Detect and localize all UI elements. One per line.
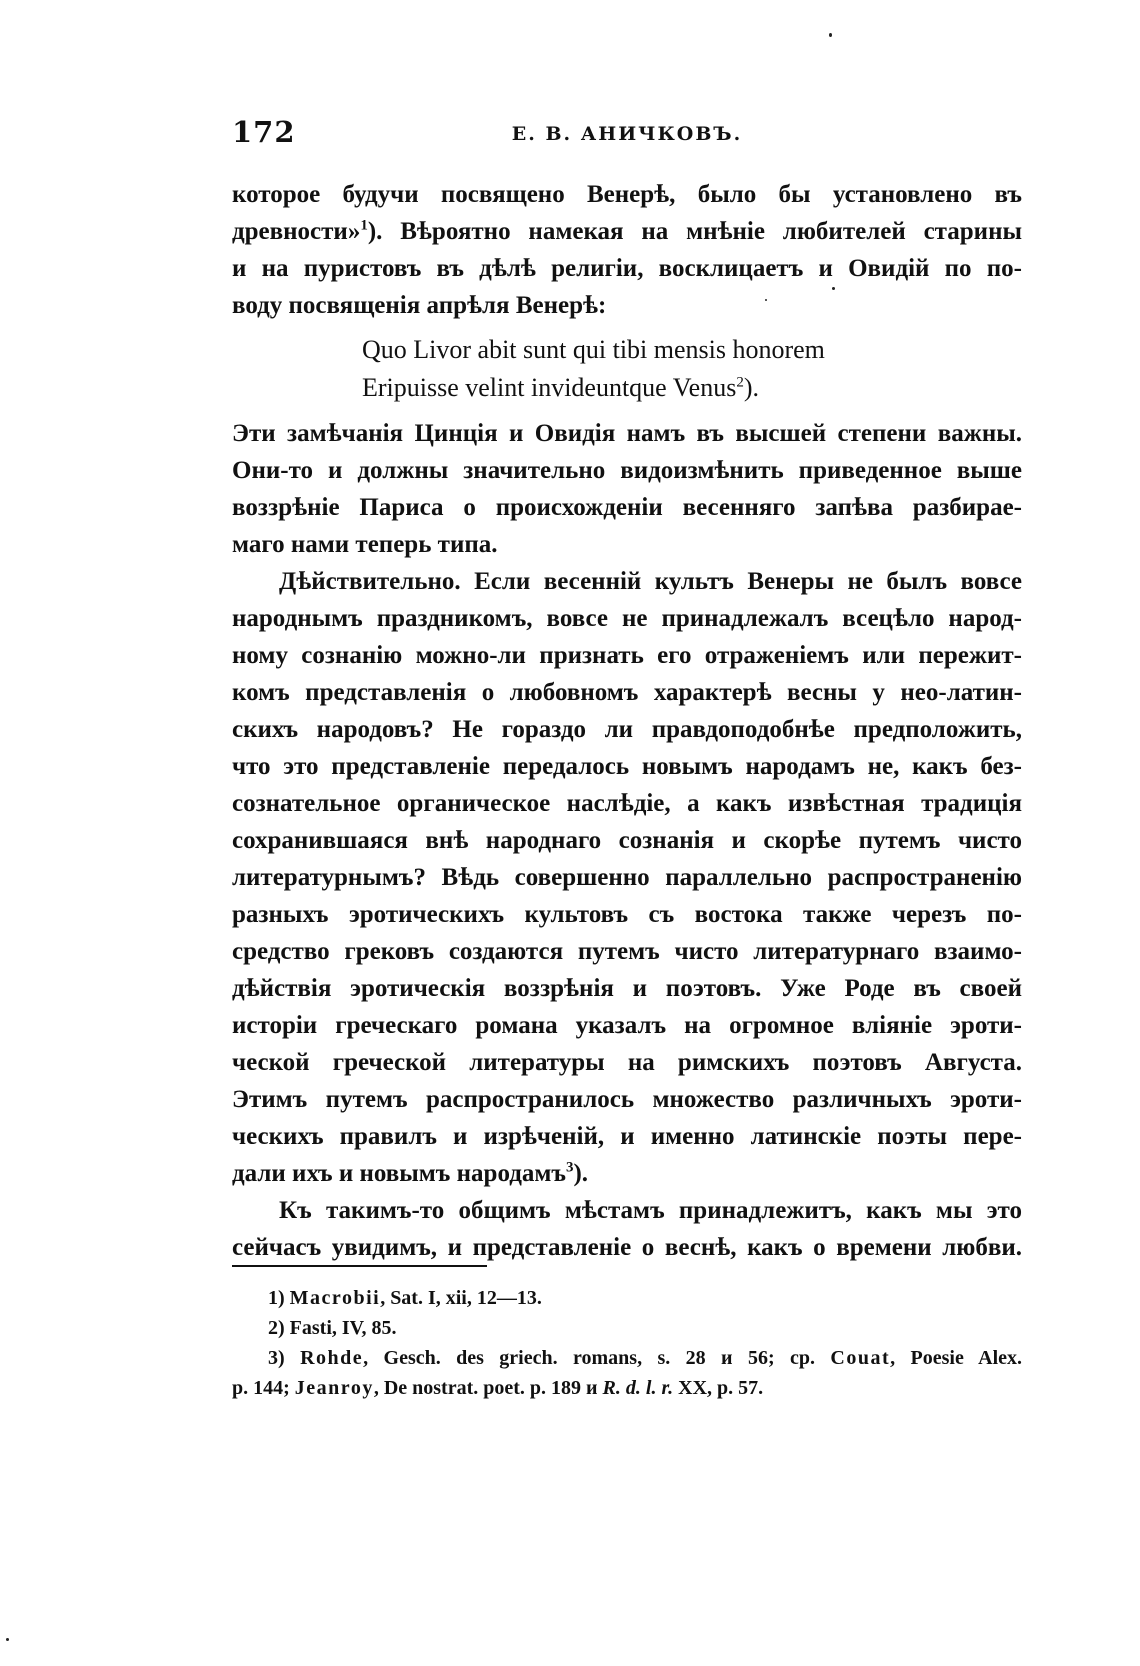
text-segment: дали ихъ и новымъ народамъ: [232, 1160, 566, 1187]
text-line: народнымъ праздникомъ, вовсе не принадлежалъ всецѣло народ-: [232, 605, 1022, 632]
text-line: что это представленіе передалось новымъ народамъ не, какъ без-: [232, 753, 1022, 780]
text-line: Эти замѣчанія Цинція и Овидія намъ въ высшей степени важны.: [232, 420, 1022, 447]
page-header: [232, 115, 1022, 151]
footnote-1: [232, 1283, 1022, 1313]
footnote-ref: 3: [565, 1159, 574, 1176]
footnote-marker: 1): [268, 1287, 285, 1309]
footnote-text: , Gesch. des griech. romans, s. 28 и 56; cp.: [363, 1347, 831, 1369]
footnote-author: Macrobii: [289, 1287, 381, 1309]
scan-speck: [829, 33, 832, 37]
footnote-text: Fasti, IV, 85.: [289, 1317, 397, 1339]
text-line: [232, 1155, 1022, 1192]
text-line: ческой греческой литературы на римскихъ поэтовъ Августа.: [232, 1049, 1022, 1076]
text-segment: ).: [743, 373, 759, 402]
text-line: воззрѣніе Париса о происхожденіи весенняго запѣва разбирае-: [232, 494, 1022, 521]
paragraph-3: [232, 563, 1022, 1192]
paragraph-4: [232, 1192, 1022, 1266]
text-segment: ).: [573, 1160, 589, 1187]
text-line: маго нами теперь типа.: [232, 531, 498, 558]
text-line: сохранившаяся внѣ народнаго сознанія и скорѣе путемъ чисто: [232, 827, 1022, 854]
footnotes: [232, 1283, 1022, 1403]
text-line: ному сознанію можно-ли признать его отраженіемъ или пережит-: [232, 642, 1022, 669]
footnote-text: XX, p. 57.: [673, 1377, 764, 1399]
footnote-2: [232, 1313, 1022, 1343]
text-line: сознательное органическое наслѣдіе, а какъ извѣстная традиція: [232, 790, 1022, 817]
verse-line: Quo Livor abit sunt qui tibi mensis honorem: [362, 335, 825, 364]
text-line: Этимъ путемъ распространилось множество различныхъ эроти-: [232, 1086, 1022, 1113]
footnote-separator: [232, 1265, 487, 1267]
footnote-ref: 1: [360, 217, 368, 234]
text-line: Они-то и должны значительно видоизмѣнить приведенное выше: [232, 457, 1022, 484]
text-segment: ). Вѣроятно намекая на мнѣніе любителей старины: [367, 218, 1022, 245]
text-line: исторіи греческаго романа указалъ на огромное вліяніе эроти-: [232, 1012, 1022, 1039]
text-line: воду посвященія апрѣля Венерѣ:: [232, 292, 607, 319]
scan-speck: [832, 287, 835, 290]
running-head: Е. В. АНИЧКОВЪ.: [511, 123, 743, 145]
footnote-text: p. 144;: [232, 1377, 295, 1399]
footnote-journal: R. d. l. r.: [602, 1377, 674, 1399]
text-line: средство грековъ создаются путемъ чисто литературнаго взаимо-: [232, 938, 1022, 965]
footnote-3-continued: [232, 1373, 1022, 1403]
text-line: [232, 213, 1022, 250]
text-line: которое будучи посвящено Венерѣ, было бы установлено въ: [232, 181, 1022, 208]
footnote-text: , Sat. I, xii, 12—13.: [380, 1287, 542, 1309]
latin-verse-quote: [362, 331, 1022, 407]
paragraph-1: [232, 176, 1022, 324]
footnote-author: Rohde: [300, 1347, 364, 1369]
scan-speck: [765, 299, 767, 301]
text-line: комъ представленія о любовномъ характерѣ весны у нео-латин-: [232, 679, 1022, 706]
footnote-ref: 2: [736, 374, 744, 391]
scan-speck: [6, 1638, 9, 1641]
footnote-author: Couat: [830, 1347, 891, 1369]
text-line: и на пуристовъ въ дѣлѣ религіи, восклицаетъ и Овидій по по-: [232, 255, 1022, 282]
text-line: скихъ народовъ? Не гораздо ли правдоподобнѣе предположить,: [232, 716, 1022, 743]
page-number: 172: [232, 115, 296, 149]
text-segment: Eripuisse velint invideuntque Venus: [362, 373, 737, 402]
footnote-3: [232, 1343, 1022, 1373]
paragraph-2: [232, 415, 1022, 563]
footnote-text: , De nostrat. poet. p. 189 и: [373, 1377, 603, 1399]
text-line: Дѣйствительно. Если весенній культъ Венеры не былъ вовсе: [279, 568, 1022, 595]
footnote-author: Jeanroy: [294, 1377, 374, 1399]
text-line: дѣйствія эротическія воззрѣнія и поэтовъ. Уже Роде въ своей: [232, 975, 1022, 1002]
footnote-marker: 3): [268, 1347, 285, 1369]
footnote-marker: 2): [268, 1317, 285, 1339]
text-line: ческихъ правилъ и изрѣченій, и именно латинскіе поэты пере-: [232, 1123, 1022, 1150]
footnote-text: , Poesie Alex.: [890, 1347, 1023, 1369]
main-text: [232, 176, 1022, 1266]
text-line: сейчасъ увидимъ, и представленіе о веснѣ, какъ о времени любви.: [232, 1234, 1022, 1261]
verse-line: [362, 369, 1022, 407]
text-line: разныхъ эротическихъ культовъ съ востока также черезъ по-: [232, 901, 1022, 928]
text-segment: древности»: [232, 218, 361, 245]
text-line: литературнымъ? Вѣдь совершенно параллельно распространенію: [232, 864, 1022, 891]
text-line: Къ такимъ-то общимъ мѣстамъ принадлежитъ, какъ мы это: [279, 1197, 1022, 1224]
